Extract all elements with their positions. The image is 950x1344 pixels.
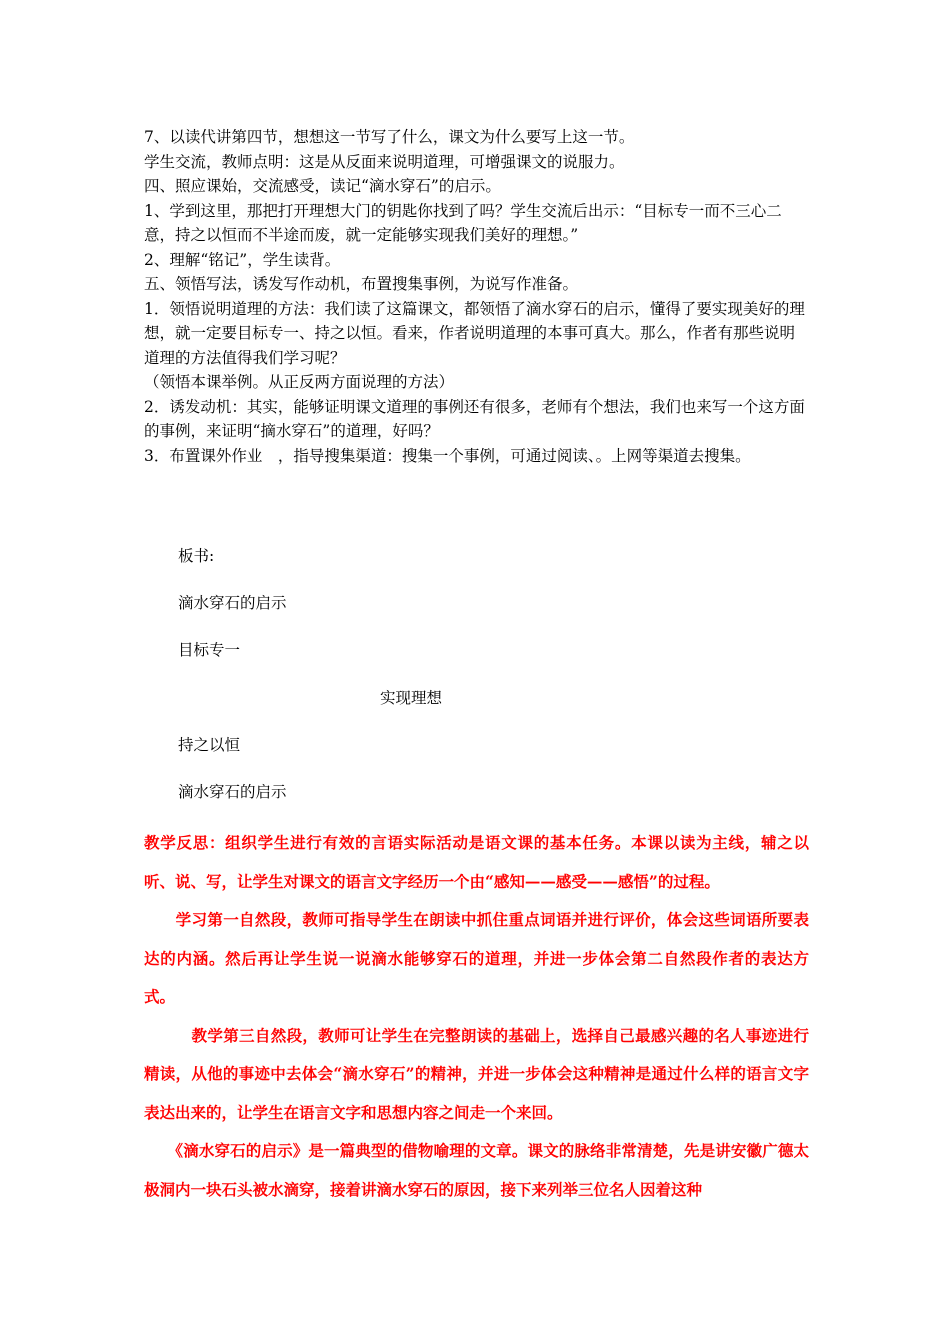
- lesson-line: 3．布置课外作业 ，指导搜集渠道：搜集一个事例，可通过阅读、。上网等渠道去搜集。: [144, 446, 751, 465]
- reflection-paragraph: 教学第三自然段，教师可让学生在完整朗读的基础上，选择自己最感兴趣的名人事迹进行精读，从他的事迹中去体会“滴水穿石”的精神，并进一步体会这种精神是通过什么样的语言文字表达出来的，让学生在语言文字和思想内容之间走一个来回。: [144, 1025, 809, 1122]
- board-heading: 板书:: [178, 547, 215, 565]
- lesson-line: 7、以读代讲第四节，想想这一节写了什么，课文为什么要写上这一节。: [144, 128, 635, 146]
- board-right: 实现理想: [380, 689, 443, 707]
- lesson-line: 1．领悟说明道理的方法：我们读了这篇课文，都领悟了滴水穿石的启示，懂得了要实现美好的理想，就一定要目标专一、持之以恒。看来，作者说明道理的本事可真大。那么，作者有那些说明道理的方法值得我们学习呢？: [144, 299, 805, 367]
- reflection-paragraph: 《滴水穿石的启示》是一篇典型的借物喻理的文章。课文的脉络非常清楚，先是讲安徽广德太极洞内一块石头被水滴穿，接着讲滴水穿石的原因，接下来列举三位名人因着这种: [144, 1141, 809, 1199]
- lesson-line: 四、照应课始，交流感受，读记“滴水穿石”的启示。: [144, 177, 501, 195]
- board-left-bottom: 持之以恒: [178, 736, 241, 754]
- board-footer: 滴水穿石的启示: [178, 783, 287, 801]
- board-left-top: 目标专一: [178, 641, 241, 659]
- lesson-line: 2．诱发动机：其实，能够证明课文道理的事例还有很多，老师有个想法，我们也来写一个这方面的事例，来证明“摘水穿石”的道理，好吗？: [144, 397, 805, 440]
- lesson-line: 五、领悟写法，诱发写作动机，布置搜集事例，为说写作准备。: [144, 275, 579, 293]
- reflection-paragraph: 教学反思：组织学生进行有效的言语实际活动是语文课的基本任务。本课以读为主线，辅之以听、说、写，让学生对课文的语言文字经历一个由“感知——感受——感悟”的过程。: [144, 833, 809, 891]
- lesson-steps: [144, 125, 809, 468]
- teaching-reflection: [144, 824, 809, 1209]
- lesson-line: 2、理解“铭记”，学生读背。: [144, 250, 341, 269]
- lesson-line: 1、学到这里，那把打开理想大门的钥匙你找到了吗？学生交流后出示：“目标专一而不三心二意，持之以恒而不半途而废，就一定能够实现我们美好的理想。”: [144, 201, 782, 244]
- lesson-line: （领悟本课举例。从正反两方面说理的方法）: [144, 373, 455, 391]
- lesson-line: 学生交流，教师点明：这是从反面来说明道理，可增强课文的说服力。: [144, 152, 625, 171]
- reflection-paragraph: 学习第一自然段，教师可指导学生在朗读中抓住重点词语并进行评价，体会这些词语所要表达的内涵。然后再让学生说一说滴水能够穿石的道理，并进一步体会第二自然段作者的表达方式。: [144, 910, 809, 1006]
- board-title: 滴水穿石的启示: [178, 594, 287, 612]
